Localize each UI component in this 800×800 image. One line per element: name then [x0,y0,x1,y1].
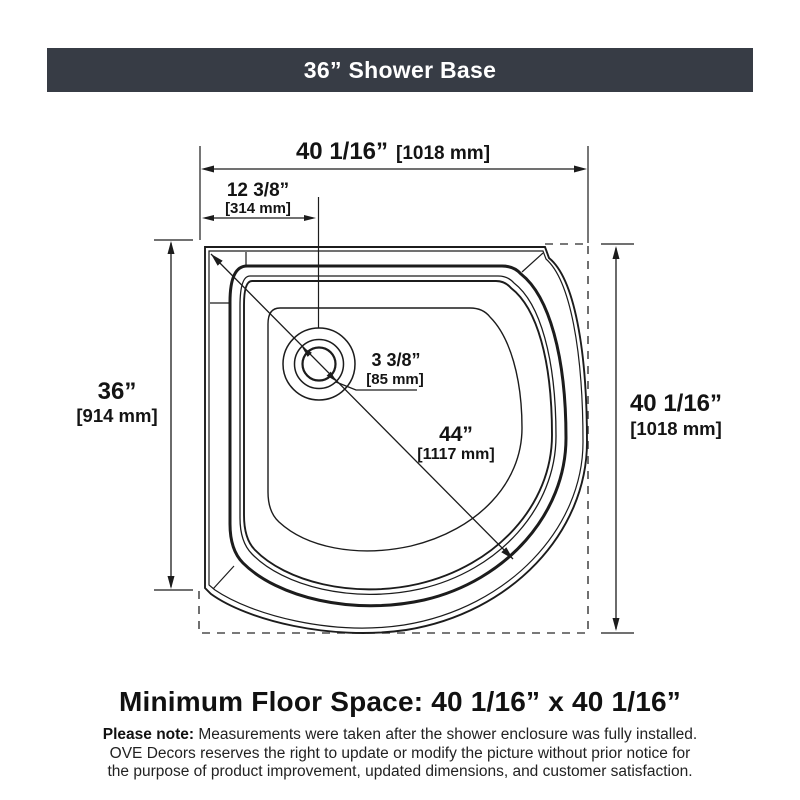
dim-offset-label-mm: [314 mm] [225,200,291,217]
bowl-floor-outline [268,308,522,551]
drain-dim-arrow-upleft [302,347,312,357]
dim-right-label-mm: [1018 mm] [630,418,722,439]
dim-diagonal-line [211,254,513,559]
rim-outer-ring [230,266,566,606]
dim-drain-label-mm: [85 mm] [366,371,424,388]
dim-right-arrow-bottom [613,618,620,631]
dim-left-arrow-bottom [168,576,175,589]
dim-offset-arrow-right [304,215,316,221]
dim-diagonal-label-in: 44” [439,423,473,446]
rim-inner-ring [244,281,552,589]
min-floor-space-title: Minimum Floor Space: 40 1/16” x 40 1/16” [119,686,681,717]
dim-top-label: 40 1/16” [1018 mm] [295,138,491,165]
note-label: Please note: [102,726,195,743]
dim-top-arrow-right [574,166,587,173]
note-line-1 [103,726,697,743]
dim-offset-label-in: 12 3/8” [226,180,290,201]
dim-right-arrow-top [613,246,620,259]
dim-top-arrow-left [201,166,214,173]
dim-offset-arrow-left [202,215,214,221]
note-text [0,726,800,782]
page-title: 36” Shower Base [303,56,497,83]
note-line-3: the purpose of product improvement, updated dimensions, and customer satisfaction. [107,763,693,780]
dim-diagonal-label-mm: [1117 mm] [417,446,495,463]
dim-left-arrow-top [168,241,175,254]
note-line-2: OVE Decors reserves the right to update or modify the picture without prior notice for [109,744,691,762]
dim-drain-label-in: 3 3/8” [371,350,421,370]
dim-right-height [601,244,722,633]
dim-drain-offset [202,180,319,328]
note-line-1-rest: Measurements were taken after the shower enclosure was fully installed. [194,726,698,743]
dim-diagonal [211,254,513,559]
dim-drain-diameter [302,347,424,390]
rim-middle-ring [240,276,556,594]
rim-seam-tick-bottomleft [213,566,234,589]
dim-left-label-mm: [914 mm] [76,405,158,426]
dim-left-height [76,240,193,590]
dim-left-label-in: 36” [97,378,137,405]
rim-seam-tick-topright [522,253,543,272]
dim-right-label-in: 40 1/16” [629,390,723,417]
